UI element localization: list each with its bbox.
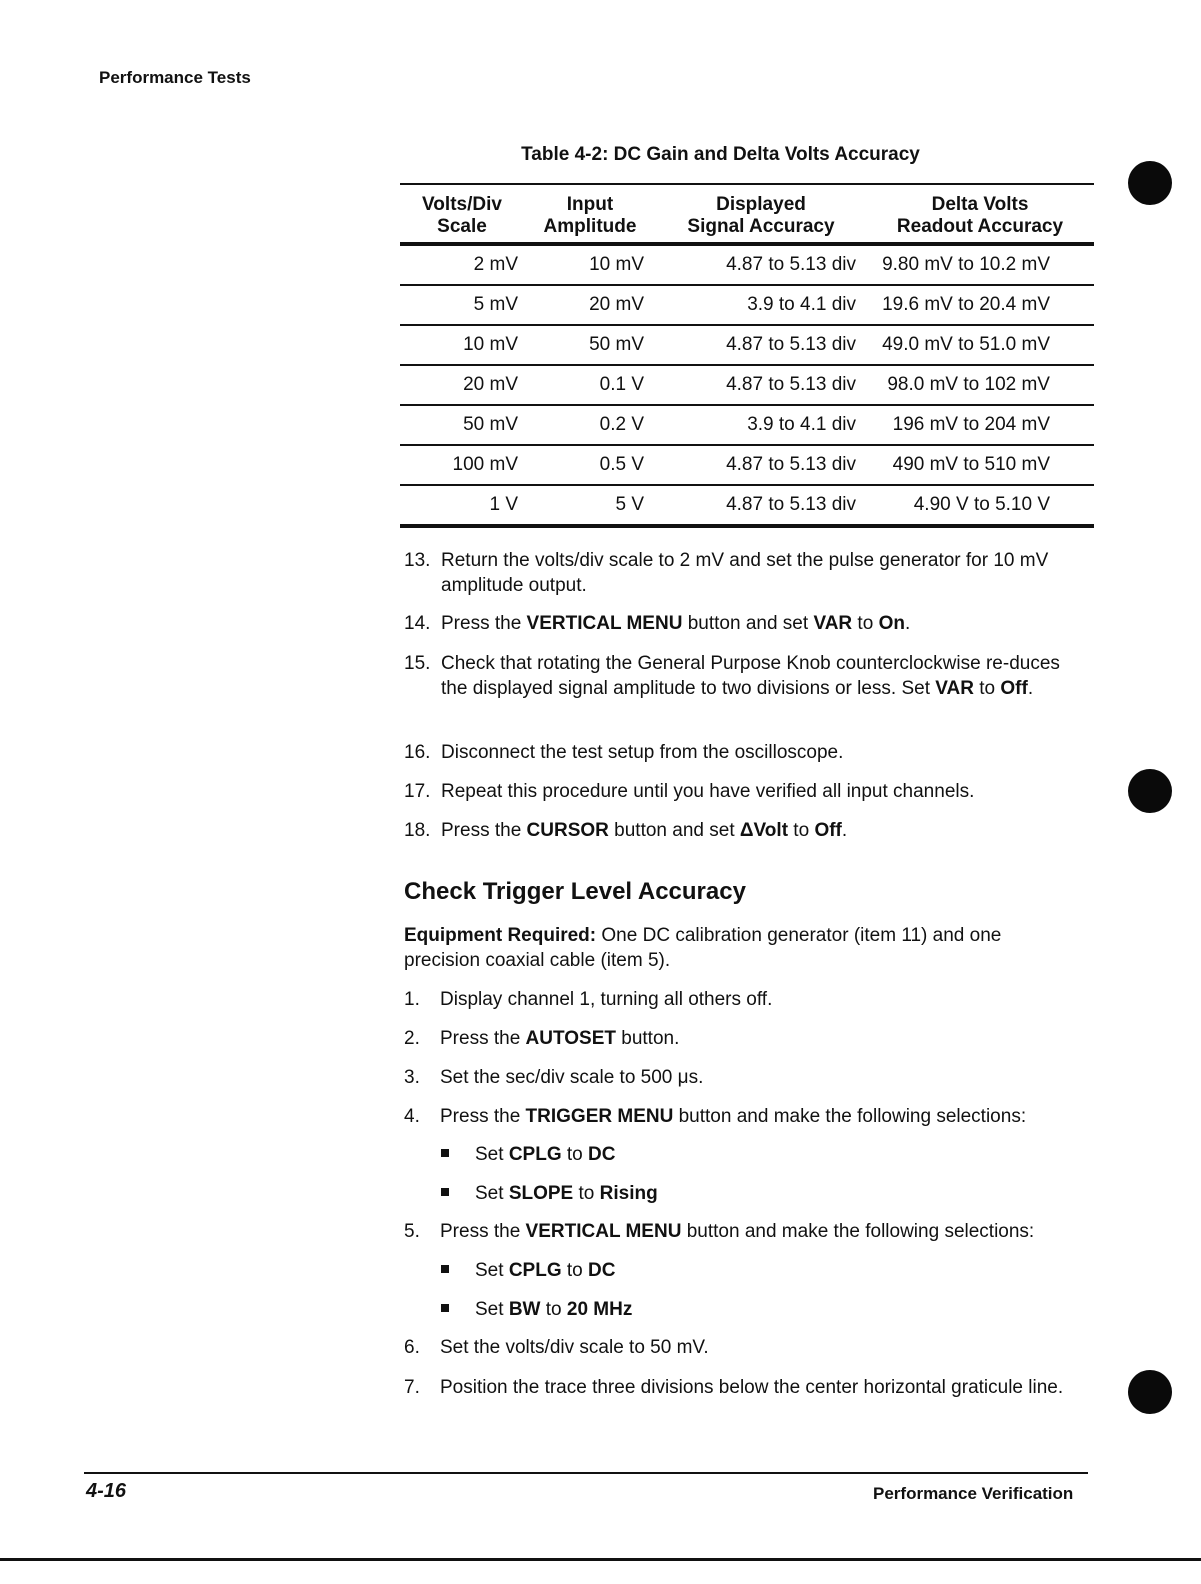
table-cell: 98.0 mV to 102 mV (866, 365, 1094, 405)
table-cell: 100 mV (400, 445, 524, 485)
table-cell: 0.1 V (524, 365, 656, 405)
table-cell: 0.5 V (524, 445, 656, 485)
table-cell: 4.90 V to 5.10 V (866, 485, 1094, 526)
table-cell: 4.87 to 5.13 div (656, 325, 866, 365)
table-cell: 9.80 mV to 10.2 mV (866, 244, 1094, 285)
procedure-step: 17. Repeat this procedure until you have verified all input channels. (404, 781, 975, 802)
table-row (400, 485, 1094, 526)
procedure-step: 3. Set the sec/div scale to 500 μs. (404, 1067, 704, 1088)
procedure-step: 4. Press the TRIGGER MENU button and make the following selections: (404, 1106, 1027, 1127)
table-cell: 2 mV (400, 244, 524, 285)
table-row (400, 285, 1094, 325)
table-caption: Table 4-2: DC Gain and Delta Volts Accuracy (521, 144, 920, 165)
table-header-row (400, 184, 1094, 244)
table-cell: 3.9 to 4.1 div (656, 405, 866, 445)
table-row (400, 244, 1094, 285)
table-cell: 20 mV (400, 365, 524, 405)
column-header: Displayed Signal Accuracy (656, 184, 866, 244)
column-header: Delta Volts Readout Accuracy (866, 184, 1094, 244)
procedure-step: 1. Display channel 1, turning all others off. (404, 989, 773, 1010)
procedure-step: 7. Position the trace three divisions below the center horizontal graticule line. (404, 1377, 1064, 1398)
footer-section: Performance Verification (873, 1484, 1074, 1503)
procedure-step: 18. Press the CURSOR button and set ΔVolt to Off. (404, 820, 848, 841)
table-cell: 10 mV (524, 244, 656, 285)
binder-hole-icon (1128, 769, 1172, 813)
table-cell: 3.9 to 4.1 div (656, 285, 866, 325)
procedure-step: 15. Check that rotating the General Purpose Knob counterclockwise re-duces the displayed signal amplitude to two divisions or less. Set VAR to Off. (404, 653, 1060, 699)
table-cell: 4.87 to 5.13 div (656, 244, 866, 285)
bullet-item: Set CPLG to DC (441, 1258, 615, 1283)
equipment-required: Equipment Required: One DC calibration generator (item 11) and one precision coaxial cable (item 5). (404, 925, 1002, 971)
bullet-square-icon (441, 1149, 449, 1157)
section-heading: Check Trigger Level Accuracy (404, 878, 746, 905)
table-cell: 50 mV (524, 325, 656, 365)
procedure-step: 13. Return the volts/div scale to 2 mV and set the pulse generator for 10 mV amplitude output. (404, 550, 1049, 596)
binder-hole-icon (1128, 161, 1172, 205)
bullet-item: Set CPLG to DC (441, 1142, 615, 1167)
column-header: Volts/Div Scale (400, 184, 524, 244)
procedure-step: 2. Press the AUTOSET button. (404, 1028, 680, 1049)
footer-rule (84, 1472, 1088, 1474)
table-cell: 5 V (524, 485, 656, 526)
column-header: Input Amplitude (524, 184, 656, 244)
table-cell: 19.6 mV to 20.4 mV (866, 285, 1094, 325)
scan-edge-line (0, 1558, 1201, 1561)
table-cell: 49.0 mV to 51.0 mV (866, 325, 1094, 365)
table-row (400, 445, 1094, 485)
running-header: Performance Tests (99, 68, 251, 87)
table-cell: 50 mV (400, 405, 524, 445)
table-cell: 5 mV (400, 285, 524, 325)
table-cell: 4.87 to 5.13 div (656, 365, 866, 405)
dc-gain-table (400, 183, 1094, 528)
table-row (400, 405, 1094, 445)
page-number: 4-16 (86, 1480, 127, 1502)
table-cell: 4.87 to 5.13 div (656, 485, 866, 526)
procedure-step: 6. Set the volts/div scale to 50 mV. (404, 1337, 709, 1358)
bullet-item: Set BW to 20 MHz (441, 1297, 632, 1322)
bullet-item: Set SLOPE to Rising (441, 1181, 658, 1206)
table-row (400, 325, 1094, 365)
table-cell: 10 mV (400, 325, 524, 365)
binder-hole-icon (1128, 1370, 1172, 1414)
table-cell: 20 mV (524, 285, 656, 325)
table-cell: 490 mV to 510 mV (866, 445, 1094, 485)
table-cell: 196 mV to 204 mV (866, 405, 1094, 445)
bullet-square-icon (441, 1188, 449, 1196)
bullet-square-icon (441, 1304, 449, 1312)
table-cell: 4.87 to 5.13 div (656, 445, 866, 485)
procedure-step: 14. Press the VERTICAL MENU button and set VAR to On. (404, 613, 911, 634)
procedure-step: 16. Disconnect the test setup from the oscilloscope. (404, 742, 844, 763)
table-cell: 1 V (400, 485, 524, 526)
procedure-step: 5. Press the VERTICAL MENU button and make the following selections: (404, 1221, 1035, 1242)
table-cell: 0.2 V (524, 405, 656, 445)
table-row (400, 365, 1094, 405)
bullet-square-icon (441, 1265, 449, 1273)
